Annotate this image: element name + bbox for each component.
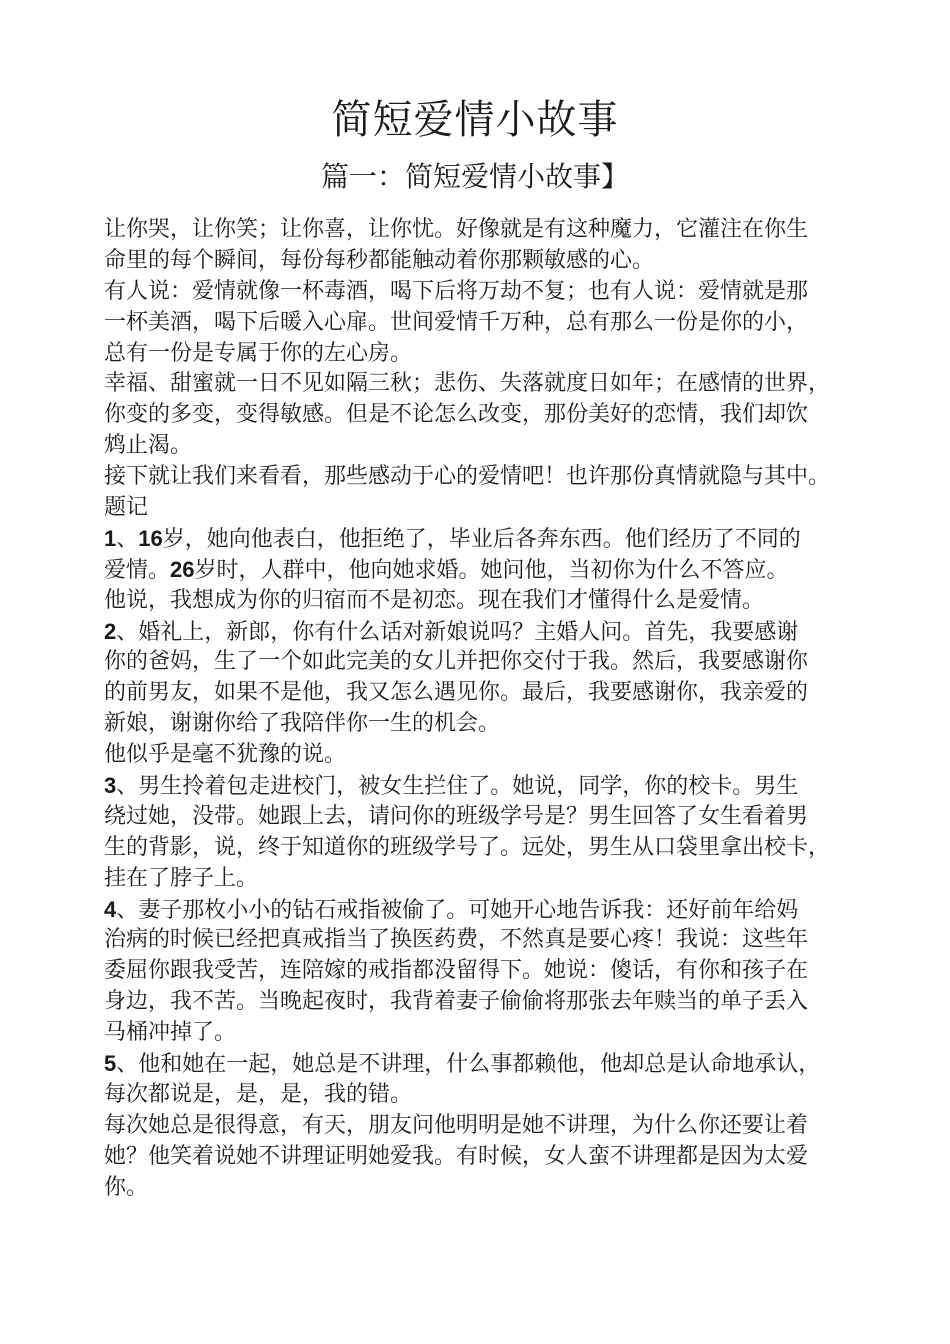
text-fragment: 、妻子那枚小小的钻石戒指被偷了。可她开心地告诉我：还好前年给妈 xyxy=(116,897,799,923)
story-5-line xyxy=(104,1049,874,1080)
page-title: 简短爱情小故事 xyxy=(331,97,619,143)
text-line: 题记 xyxy=(104,495,149,521)
story-2-line: 的前男友，如果不是他，我又怎么遇见你。最后，我要感谢你，我亲爱的 xyxy=(104,680,809,706)
text-line: 接下就让我们来看看，那些感动于心的爱情吧！也许那份真情就隐与其中。 xyxy=(104,464,831,490)
text-fragment: 、 xyxy=(116,526,139,552)
story-4-line: 治病的时候已经把真戒指当了换医药费，不然真是要心疼！我说：这些年 xyxy=(104,927,809,953)
story-4-line: 马桶冲掉了。 xyxy=(104,1020,237,1046)
age-number: 26 xyxy=(170,556,195,582)
section-heading: 篇一：简短爱情小故事】 xyxy=(320,160,629,193)
story-5-line: 每次她总是很得意，有天，朋友问他明明是她不讲理，为什么你还要让着 xyxy=(104,1112,809,1138)
text-line: 让你哭，让你笑；让你喜，让你忧。好像就是有这种魔力，它灌注在你生 xyxy=(104,217,809,242)
text-line: 鸩止渴。 xyxy=(104,433,193,459)
story-number: 3 xyxy=(104,773,117,799)
story-number: 2 xyxy=(104,618,117,644)
text-fragment: 、他和她在一起，她总是不讲理，什么事都赖他，他却总是认命地承认， xyxy=(116,1052,821,1078)
story-1-line xyxy=(104,555,874,586)
story-number: 1 xyxy=(104,525,117,551)
story-5-line: 她？他笑着说她不讲理证明她爱我。有时候，女人蛮不讲理都是因为太爱 xyxy=(104,1143,809,1169)
story-2-line: 新娘，谢谢你给了我陪伴你一生的机会。 xyxy=(104,711,501,737)
story-1-line xyxy=(104,524,874,555)
text-fragment: 岁，她向他表白，他拒绝了，毕业后各奔东西。他们经历了不同的 xyxy=(162,526,801,552)
story-5-line: 你。 xyxy=(104,1174,149,1200)
age-number: 16 xyxy=(138,525,163,551)
text-fragment: 、男生拎着包走进校门，被女生拦住了。她说，同学，你的校卡。男生 xyxy=(116,774,799,800)
story-2-line: 你的爸妈，生了一个如此完美的女儿并把你交付于我。然后，我要感谢你 xyxy=(104,649,809,675)
text-line: 总有一份是专属于你的左心房。 xyxy=(104,340,413,366)
story-3-line xyxy=(104,771,874,802)
story-3-line: 绕过她，没带。她跟上去，请问你的班级学号是？男生回答了女生看着男 xyxy=(104,803,809,829)
article-body xyxy=(104,215,874,1204)
text-line: 一杯美酒，喝下后暖入心扉。世间爱情千万种，总有那么一份是你的小， xyxy=(104,309,809,335)
story-number: 5 xyxy=(104,1051,117,1077)
story-4-line xyxy=(104,895,874,926)
text-line: 你变的多变，变得敏感。但是不论怎么改变，那份美好的恋情，我们却饮 xyxy=(104,402,809,428)
text-fragment: 岁时，人群中，他向她求婚。她问他，当初你为什么不答应。 xyxy=(194,557,789,583)
story-4-line: 委屈你跟我受苦，连陪嫁的戒指都没留得下。她说：傻话，有你和孩子在 xyxy=(104,958,809,984)
story-3-line: 挂在了脖子上。 xyxy=(104,865,259,891)
text-line: 幸福、甜蜜就一日不见如隔三秋；悲伤、失落就度日如年；在感情的世界， xyxy=(104,371,831,397)
story-number: 4 xyxy=(104,896,117,922)
story-2-line xyxy=(104,617,874,648)
story-4-line: 身边，我不苦。当晚起夜时，我背着妻子偷偷将那张去年赎当的单子丢入 xyxy=(104,989,809,1015)
story-3-line: 生的背影，说，终于知道你的班级学号了。远处，男生从口袋里拿出校卡， xyxy=(104,834,831,860)
story-5-line: 每次都说是，是，是，我的错。 xyxy=(104,1081,413,1107)
text-fragment: 爱情。 xyxy=(104,557,171,583)
text-fragment: 、婚礼上，新郎，你有什么话对新娘说吗？主婚人问。首先，我要感谢 xyxy=(116,619,799,645)
story-1-line: 他说，我想成为你的归宿而不是初恋。现在我们才懂得什么是爱情。 xyxy=(104,587,765,613)
text-line: 有人说：爱情就像一杯毒酒，喝下后将万劫不复；也有人说：爱情就是那 xyxy=(104,278,809,304)
story-2-line: 他似乎是毫不犹豫的说。 xyxy=(104,742,347,768)
text-line: 命里的每个瞬间，每份每秒都能触动着你那颗敏感的心。 xyxy=(104,247,655,273)
